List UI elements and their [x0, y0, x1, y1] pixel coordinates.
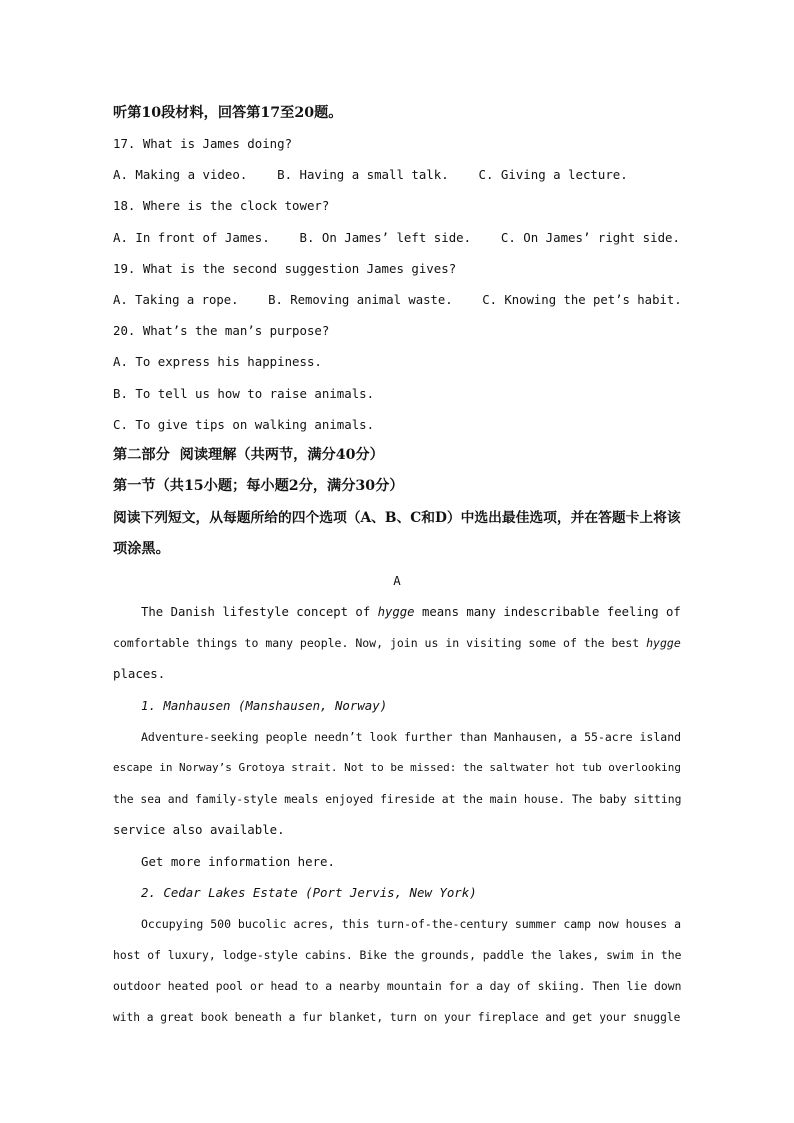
item-2-title: 2. Cedar Lakes Estate (Port Jervis, New York): [141, 885, 477, 900]
question-19-options: A. Taking a rope. B. Removing animal waste. C. Knowing the pet’s habit.: [113, 293, 682, 307]
intro-line-1: The Danish lifestyle concept of hygge means many indescribable feeling of: [141, 605, 681, 619]
item-1-body-line-3: the sea and family-style meals enjoyed fireside at the main house. The baby sitting: [113, 792, 682, 806]
item-1-body-line-1: Adventure-seeking people needn’t look further than Manhausen, a 55-acre island: [141, 730, 682, 744]
question-17-stem: 17. What is James doing?: [113, 136, 293, 151]
question-20-option-a: A. To express his happiness.: [113, 354, 322, 369]
item-2-body-line-4: with a great book beneath a fur blanket, turn on your fireplace and get your snuggle: [113, 1011, 681, 1024]
instruction-line-1: 阅读下列短文，从每题所给的四个选项（A、B、C和D）中选出最佳选项，并在答题卡上将该: [113, 510, 681, 526]
question-18-options: A. In front of James. B. On James’ left side. C. On James’ right side.: [113, 230, 680, 245]
instruction-line-2: 项涂黑。: [113, 541, 170, 557]
intro-line-2: comfortable things to many people. Now, join us in visiting some of the best hygge: [113, 636, 681, 650]
question-20-option-c: C. To give tips on walking animals.: [113, 417, 375, 432]
section-one-title: 第一节（共15小题；每小题2分，满分30分）: [113, 478, 404, 494]
item-2-body-line-2: host of luxury, lodge-style cabins. Bike the grounds, paddle the lakes, swim in the: [113, 948, 682, 962]
section-heading: 听第10段材料，回答第17至20题。: [113, 105, 343, 121]
item-2-body-line-3: outdoor heated pool or head to a nearby mountain for a day of skiing. Then lie down: [113, 979, 682, 993]
question-18-stem: 18. Where is the clock tower?: [113, 198, 330, 213]
part-two-title: 第二部分 阅读理解（共两节，满分40分）: [113, 447, 384, 463]
question-20-option-b: B. To tell us how to raise animals.: [113, 386, 375, 401]
passage-label: A: [393, 573, 401, 588]
question-20-stem: 20. What’s the man’s purpose?: [113, 323, 330, 338]
item-2-body-line-1: Occupying 500 bucolic acres, this turn-of-the-century summer camp now houses a: [141, 917, 682, 931]
question-19-stem: 19. What is the second suggestion James gives?: [113, 261, 457, 276]
item-1-more-info: Get more information here.: [141, 854, 335, 869]
item-1-title: 1. Manhausen (Manshausen, Norway): [141, 698, 388, 713]
item-1-body-line-2: escape in Norway’s Grotoya strait. Not to be missed: the saltwater hot tub overlooking: [113, 761, 681, 774]
question-17-options: A. Making a video. B. Having a small talk. C. Giving a lecture.: [113, 167, 628, 182]
item-1-body-line-4: service also available.: [113, 822, 285, 837]
intro-line-3: places.: [113, 666, 166, 681]
